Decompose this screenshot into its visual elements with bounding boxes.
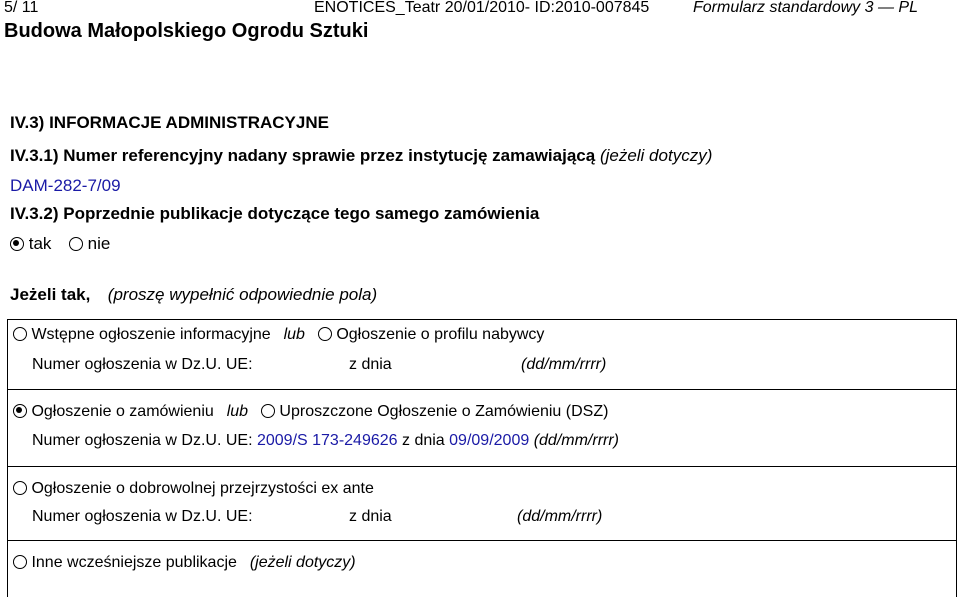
row-2-number-value: 2009/S 173-249626 [256, 432, 398, 449]
ref-field [10, 146, 712, 166]
row-2-date-format: (dd/mm/rrrr) [533, 432, 619, 449]
prev-publications-label: IV.3.2) Poprzednie publikacje dotyczące tego samego zamówienia [10, 204, 540, 223]
notice-id: ENOTICES_Teatr 20/01/2010- ID:2010-007845 [314, 0, 650, 16]
ref-value: DAM-282-7/09 [10, 176, 121, 195]
section-heading: IV.3) INFORMACJE ADMINISTRACYJNE [10, 113, 329, 132]
form-type: Formularz standardowy 3 — PL [693, 0, 918, 16]
ref-label: IV.3.1) Numer referencyjny nadany sprawie przez instytucję zamawiającą [10, 146, 596, 165]
row-divider [7, 389, 957, 390]
simplified-notice-label: Uproszczone Ogłoszenie o Zamówieniu (DSZ) [279, 403, 609, 420]
if-yes-note: (proszę wypełnić odpowiednie pola) [107, 285, 378, 304]
prev-publications-options [10, 234, 110, 254]
row-divider [7, 540, 957, 541]
row-3-date-label: z dnia [349, 508, 392, 525]
row-2-date-value: 09/09/2009 [449, 432, 530, 449]
if-yes-label: Jeżeli tak, [10, 285, 91, 304]
other-publications-radio-icon[interactable] [13, 555, 27, 569]
yes-label: tak [28, 234, 52, 253]
document-title: Budowa Małopolskiego Ogrodu Sztuki [4, 20, 369, 42]
row-2-number-line [32, 432, 619, 450]
page-number: 5/ 11 [4, 0, 39, 16]
row-2-date-label: z dnia [402, 432, 445, 449]
contract-notice-label: Ogłoszenie o zamówieniu [31, 403, 214, 420]
ex-ante-radio-icon[interactable] [13, 481, 27, 495]
row-1-number-label: Numer ogłoszenia w Dz.U. UE: [32, 356, 253, 373]
contract-notice-radio-icon[interactable] [13, 404, 27, 418]
row-1-options [13, 326, 544, 344]
prior-info-radio-icon[interactable] [13, 327, 27, 341]
yes-radio-icon[interactable] [10, 237, 24, 251]
no-radio-icon[interactable] [69, 237, 83, 251]
ex-ante-label: Ogłoszenie o dobrowolnej przejrzystości ex ante [31, 480, 374, 497]
row-2-number-label: Numer ogłoszenia w Dz.U. UE: [32, 432, 253, 449]
other-publications-label: Inne wcześniejsze publikacje [31, 554, 237, 571]
if-yes-line [10, 285, 377, 305]
no-label: nie [87, 234, 111, 253]
buyer-profile-label: Ogłoszenie o profilu nabywcy [336, 326, 545, 343]
row-3-date-format: (dd/mm/rrrr) [517, 508, 603, 525]
row-2-options [13, 403, 608, 421]
row-4-options [13, 554, 356, 572]
row-3-number-label: Numer ogłoszenia w Dz.U. UE: [32, 508, 253, 525]
row-divider [7, 466, 957, 467]
prior-info-label: Wstępne ogłoszenie informacyjne [31, 326, 271, 343]
buyer-profile-radio-icon[interactable] [318, 327, 332, 341]
other-publications-note: (jeżeli dotyczy) [249, 554, 356, 571]
simplified-notice-radio-icon[interactable] [261, 404, 275, 418]
row-1-date-label: z dnia [349, 356, 392, 373]
or-label: lub [283, 326, 305, 343]
row-3-options [13, 480, 374, 498]
or-label: lub [226, 403, 249, 420]
row-1-date-format: (dd/mm/rrrr) [521, 356, 607, 373]
ref-note: (jeżeli dotyczy) [599, 146, 713, 165]
